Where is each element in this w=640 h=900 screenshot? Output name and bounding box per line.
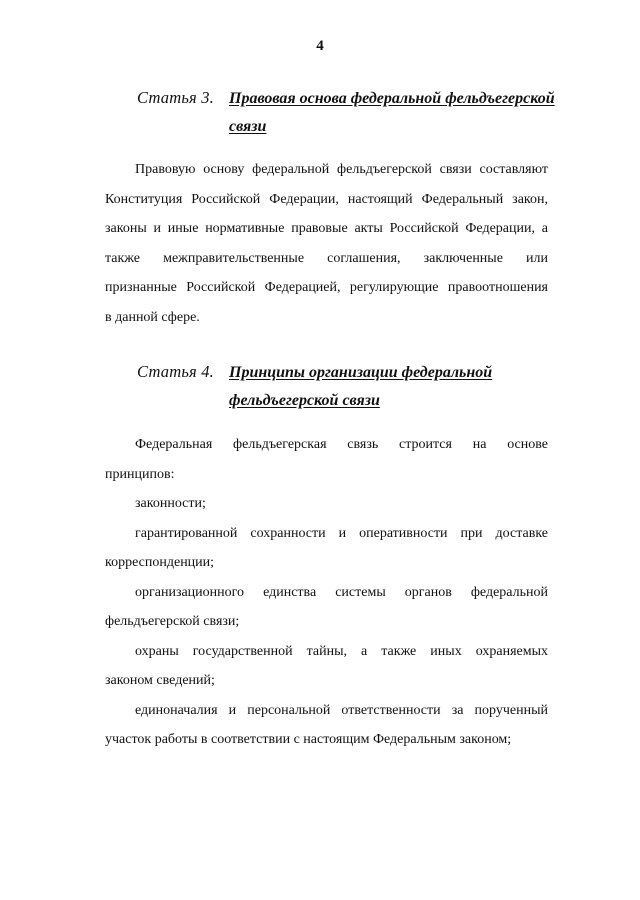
article-3-title-line-1: Правовая основа федеральной фельдъегерской: [229, 90, 555, 107]
principle-secrecy-line-2: законом сведений;: [105, 673, 215, 688]
article-3-heading: [137, 88, 577, 148]
principle-legality: законности;: [135, 496, 206, 511]
article-3-label: Статья 3.: [137, 88, 215, 107]
article-4-intro-line-1: Федеральная фельдъегерская связь строится на основе: [135, 437, 548, 452]
article-4-title-line-2: фельдъегерской связи: [229, 392, 380, 409]
page-number: 4: [316, 38, 324, 54]
article-3-line-1: Правовую основу федеральной фельдъегерской связи составляют: [135, 162, 548, 177]
article-4-label: Статья 4.: [137, 362, 215, 381]
principle-unity-line-1: организационного единства системы органов федеральной: [135, 584, 548, 600]
article-3-line-6: в данной сфере.: [105, 309, 200, 325]
article-4-heading: [137, 362, 577, 422]
article-3-line-2: Конституция Российской Федерации, настоящий Федеральный закон,: [105, 191, 548, 207]
principle-secrecy-line-1: охраны государственной тайны, а также иных охраняемых: [135, 643, 548, 659]
article-3-line-3: законы и иные нормативные правовые акты Российской Федерации, а: [105, 221, 548, 236]
principle-safety-line-1: гарантированной сохранности и оперативности при доставке: [135, 525, 548, 541]
article-3-paragraph: [105, 160, 548, 337]
article-4-intro-line-2: принципов:: [105, 466, 175, 482]
article-4-title-line-1: Принципы организации федеральной: [229, 364, 493, 381]
article-3-title-line-2: связи: [229, 118, 267, 135]
principle-responsibility-line-1: единоначалия и персональной ответственности за порученный: [135, 702, 548, 718]
article-3-line-5: признанные Российской Федерацией, регулирующие правоотношения: [105, 280, 548, 295]
principle-unity-line-2: фельдъегерской связи;: [105, 614, 240, 629]
article-3-line-4: также межправительственные соглашения, заключенные или: [105, 250, 548, 266]
principle-responsibility-line-2: участок работы в соответствии с настоящим Федеральным законом;: [105, 732, 512, 747]
article-4-body: [105, 435, 548, 760]
principle-safety-line-2: корреспонденции;: [105, 555, 215, 570]
